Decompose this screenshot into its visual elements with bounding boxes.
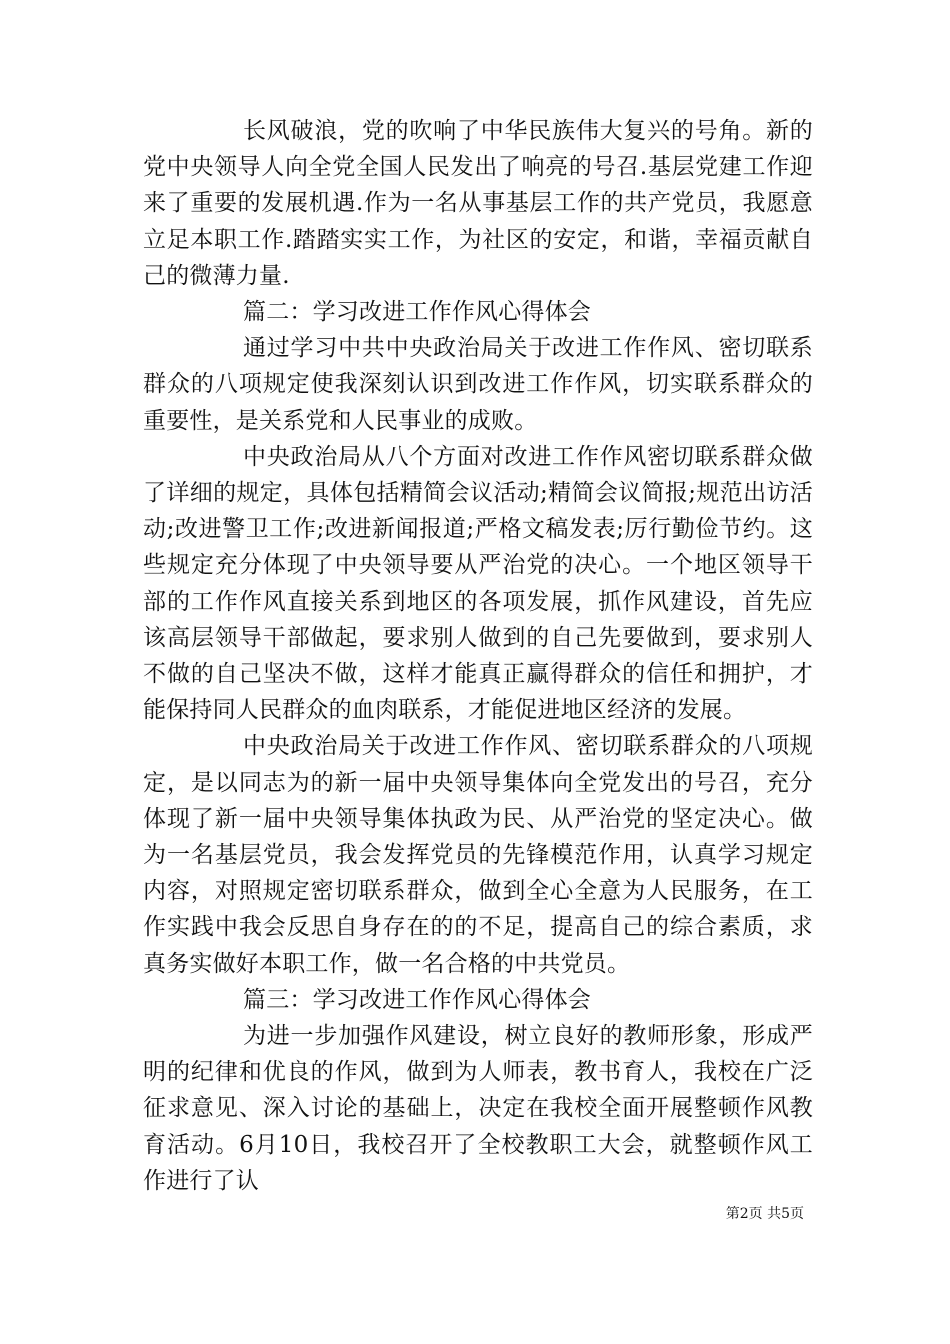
paragraph-intro: 长风破浪，党的吹响了中华民族伟大复兴的号角。新的党中央领导人向全党全国人民发出了响亮的号召.基层党建工作迎来了重要的发展机遇.作为一名从事基层工作的共产党员，我愿意立足本职工作.踏踏实实工作，为社区的安定，和谐，幸福贡献自己的微薄力量. [143,118,813,289]
document-body [143,113,813,1199]
paragraph-section2-2: 中央政治局从八个方面对改进工作作风密切联系群众做了详细的规定，具体包括精简会议活动;精简会议简报;规范出访活动;改进警卫工作;改进新闻报道;严格文稿发表;厉行勤俭节约。这些规定充分体现了中央领导要从严治党的决心。一个地区领导干部的工作作风直接关系到地区的各项发展，抓作风建设，首先应该高层领导干部做起，要求别人做到的自己先要做到，要求别人不做的自己坚决不做，这样才能真正赢得群众的信任和拥护，才能保持同人民群众的血肉联系，才能促进地区经济的发展。 [143,443,813,724]
paragraph-section2-3: 中央政治局关于改进工作作风、密切联系群众的八项规定，是以同志为的新一届中央领导集体向全党发出的号召，充分体现了新一届中央领导集体执政为民、从严治党的坚定决心。做为一名基层党员，我会发挥党员的先锋模范作用，认真学习规定内容，对照规定密切联系群众，做到全心全意为人民服务，在工作实践中我会反思自身存在的的不足，提高自己的综合素质，求真务实做好本职工作，做一名合格的中共党员。 [143,733,813,977]
section-heading-2: 篇二：学习改进工作作风心得体会 [243,299,591,326]
paragraph-section3-1: 为进一步加强作风建设，树立良好的教师形象，形成严明的纪律和优良的作风，做到为人师表，教书育人，我校在广泛征求意见、深入讨论的基础上，决定在我校全面开展整顿作风教育活动。6月10日，我校召开了全校教职工大会，就整顿作风工作进行了认 [143,1023,813,1194]
page-number-footer: 第2页 共5页 [725,1206,804,1222]
paragraph-section2-1: 通过学习中共中央政治局关于改进工作作风、密切联系群众的八项规定使我深刻认识到改进工作作风，切实联系群众的重要性，是关系党和人民事业的成败。 [143,335,813,434]
section-heading-3: 篇三：学习改进工作作风心得体会 [243,986,591,1013]
